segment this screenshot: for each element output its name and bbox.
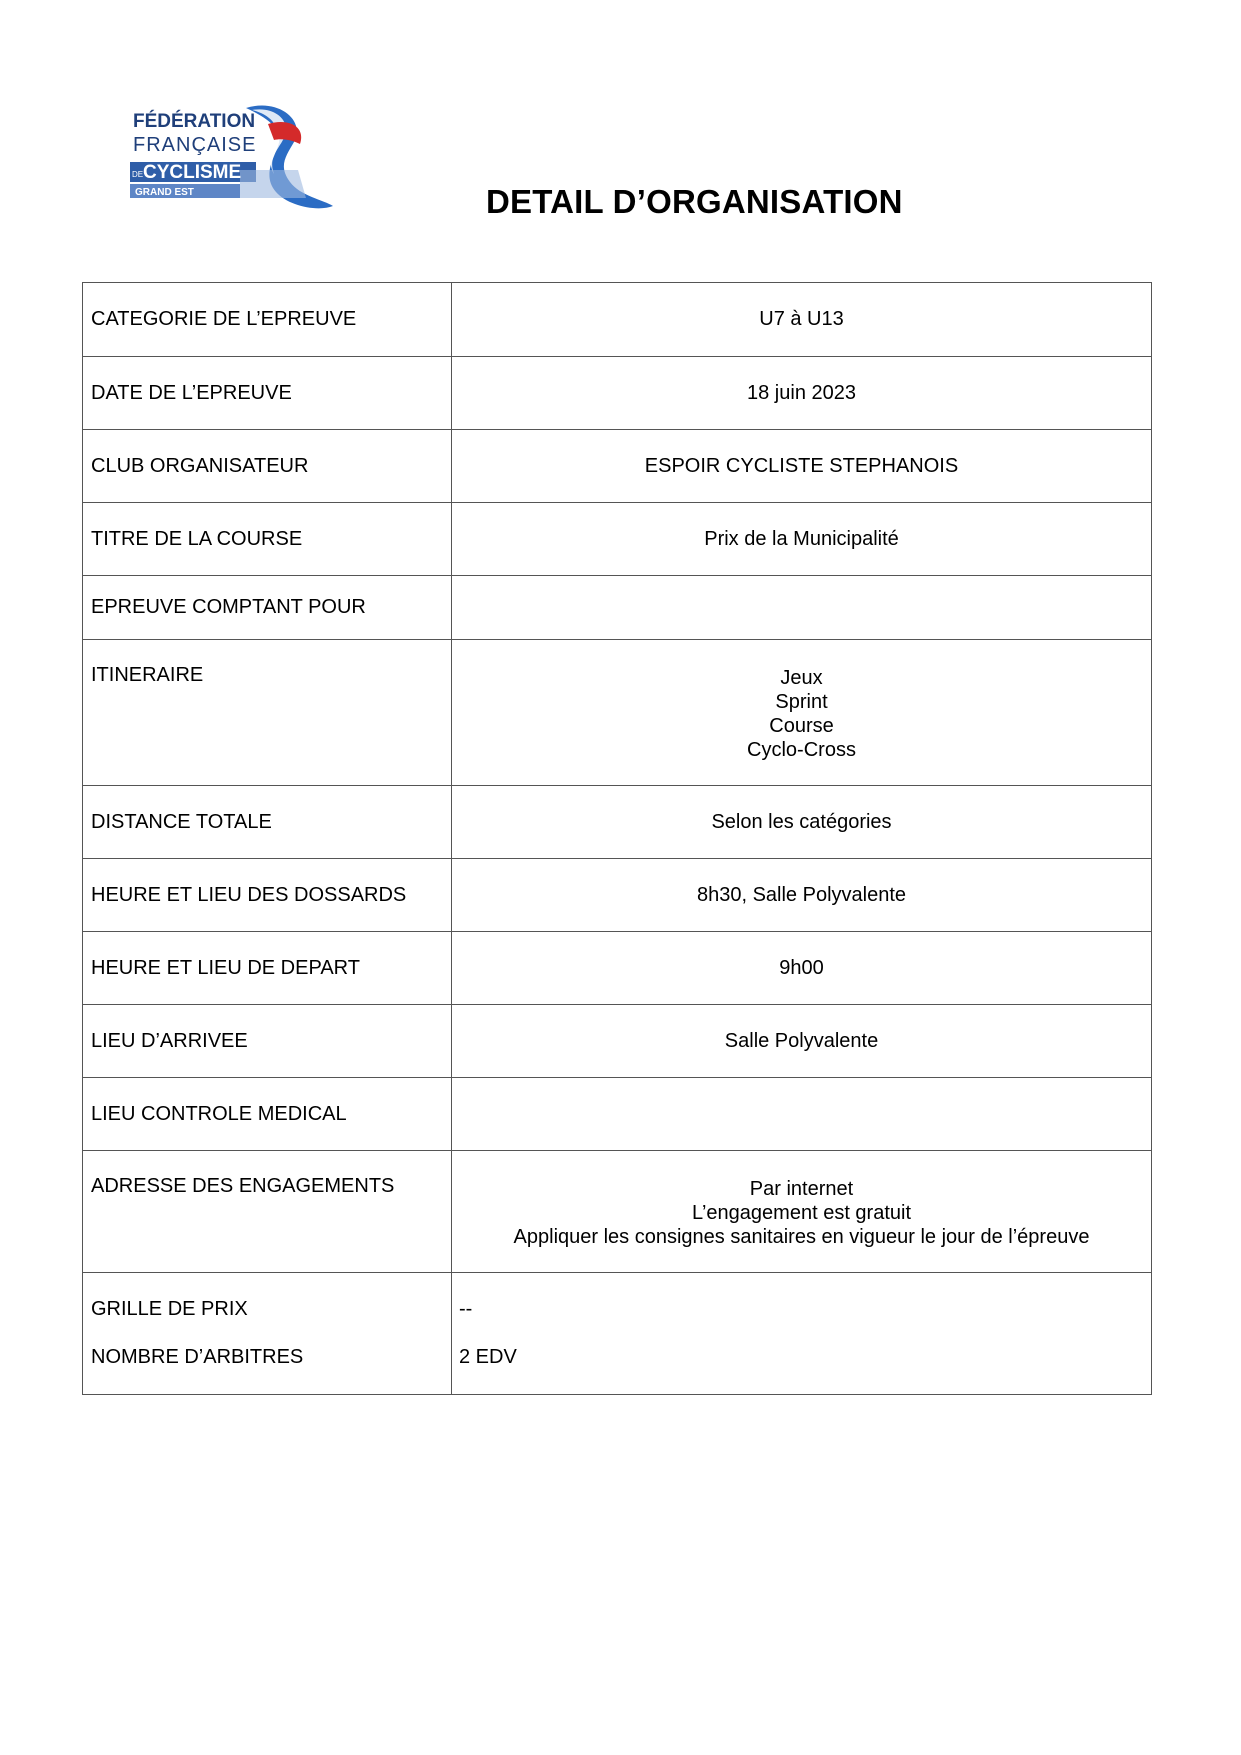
row-label: LIEU CONTROLE MEDICAL	[83, 1078, 452, 1151]
organisation-table	[82, 282, 1152, 1395]
row-label: DISTANCE TOTALE	[83, 786, 452, 859]
table-row	[83, 503, 1152, 576]
row-label: ITINERAIRE	[83, 640, 452, 786]
row-label: DATE DE L’EPREUVE	[83, 357, 452, 430]
table-row	[83, 283, 1152, 357]
page-title: DETAIL D’ORGANISATION	[486, 183, 903, 220]
row-label: HEURE ET LIEU DE DEPART	[83, 932, 452, 1005]
row-label: CATEGORIE DE L’EPREUVE	[83, 283, 452, 357]
table-row	[83, 1005, 1152, 1078]
row-value	[452, 1273, 1152, 1395]
table-row	[83, 859, 1152, 932]
value-line: Prix de la Municipalité	[704, 527, 899, 550]
logo-blue-shadow	[240, 170, 306, 198]
table-row	[83, 1151, 1152, 1273]
row-value	[452, 357, 1152, 430]
logo-line1: FÉDÉRATION	[133, 111, 256, 132]
row-value	[452, 1005, 1152, 1078]
table-row	[83, 786, 1152, 859]
logo-line3-prefix: DE	[132, 170, 144, 179]
ffc-grand-est-logo	[128, 100, 343, 215]
table-row	[83, 357, 1152, 430]
row-value	[452, 1151, 1152, 1273]
value-line: L’engagement est gratuit	[691, 1202, 912, 1224]
row-value	[452, 430, 1152, 503]
row-value	[452, 932, 1152, 1005]
row-label: LIEU D’ARRIVEE	[83, 1005, 452, 1078]
grille-label: GRILLE DE PRIX	[91, 1298, 248, 1320]
logo-line3: CYCLISME	[143, 162, 242, 183]
value-line: 9h00	[779, 956, 824, 979]
row-label: HEURE ET LIEU DES DOSSARDS	[83, 859, 452, 932]
row-label	[83, 1273, 452, 1395]
arbitres-value: 2 EDV	[459, 1346, 517, 1368]
row-value	[452, 1078, 1152, 1151]
table-row	[83, 932, 1152, 1005]
row-value	[452, 503, 1152, 576]
row-label: ADRESSE DES ENGAGEMENTS	[83, 1151, 452, 1273]
value-line: Course	[769, 715, 834, 737]
grille-value: --	[459, 1298, 473, 1320]
row-label: EPREUVE COMPTANT POUR	[83, 576, 452, 640]
value-line: Salle Polyvalente	[724, 1029, 879, 1052]
logo-line2: FRANÇAISE	[133, 134, 257, 156]
row-value	[452, 576, 1152, 640]
row-value	[452, 283, 1152, 357]
table-row	[83, 576, 1152, 640]
value-line: 8h30, Salle Polyvalente	[696, 883, 907, 906]
logo-line4: GRAND EST	[135, 187, 194, 198]
value-line: Sprint	[775, 691, 828, 713]
value-line: 18 juin 2023	[747, 381, 856, 404]
row-value	[452, 859, 1152, 932]
value-line: Par internet	[749, 1178, 854, 1200]
row-label: CLUB ORGANISATEUR	[83, 430, 452, 503]
arbitres-label: NOMBRE D’ARBITRES	[91, 1346, 304, 1368]
row-label: TITRE DE LA COURSE	[83, 503, 452, 576]
table-row	[83, 1078, 1152, 1151]
table-row	[83, 640, 1152, 786]
value-line: Jeux	[780, 667, 823, 689]
value-line: Cyclo-Cross	[747, 739, 856, 761]
table-row	[83, 430, 1152, 503]
value-line: ESPOIR CYCLISTE STEPHANOIS	[644, 454, 959, 477]
table-row	[83, 1273, 1152, 1395]
value-line: Selon les catégories	[711, 810, 892, 833]
value-line: U7 à U13	[759, 308, 844, 330]
row-value	[452, 786, 1152, 859]
value-line: Appliquer les consignes sanitaires en vigueur le jour de l’épreuve	[513, 1226, 1090, 1248]
row-value	[452, 640, 1152, 786]
